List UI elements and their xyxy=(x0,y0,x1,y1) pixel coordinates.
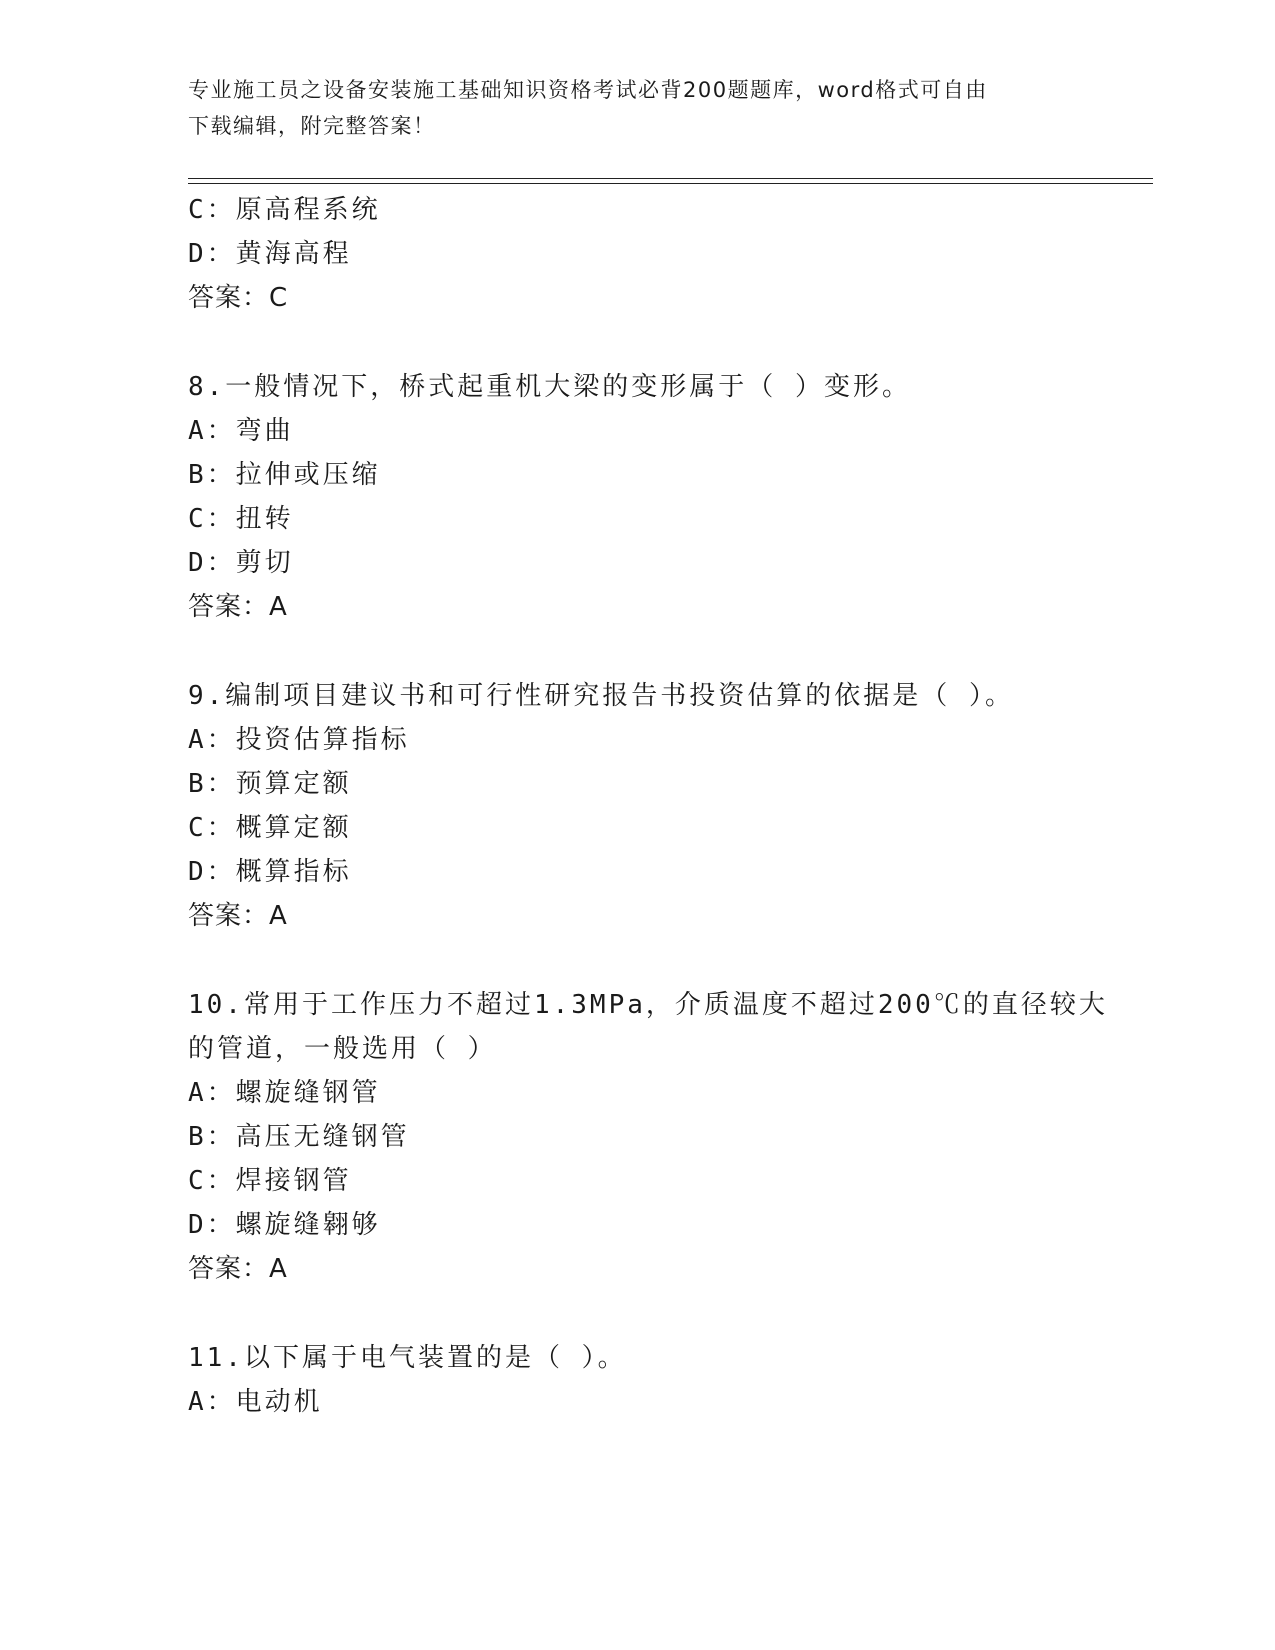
q8-option-c: C：扭转 xyxy=(188,504,294,534)
q7-option-c: C：原高程系统 xyxy=(188,195,381,225)
header-line-1: 专业施工员之设备安装施工基础知识资格考试必背200题题库，word格式可自由 xyxy=(188,78,988,102)
q9-option-d: D：概算指标 xyxy=(188,857,352,887)
header-divider-bottom xyxy=(188,183,1153,184)
q9-option-c: C：概算定额 xyxy=(188,813,352,843)
q10-question-line-2: 的管道，一般选用（ ） xyxy=(188,1034,497,1064)
q10-option-d: D：螺旋缝翱够 xyxy=(188,1210,381,1240)
q9-option-a: A：投资估算指标 xyxy=(188,725,410,755)
header-line-2: 下载编辑，附完整答案！ xyxy=(188,114,436,138)
q10-option-b: B：高压无缝钢管 xyxy=(188,1122,410,1152)
q11-option-a: A：电动机 xyxy=(188,1387,323,1417)
q7-answer: 答案：C xyxy=(188,283,289,313)
q8-option-a: A：弯曲 xyxy=(188,416,294,446)
q9-answer: 答案：A xyxy=(188,901,288,931)
q11-question: 11.以下属于电气装置的是（ ）。 xyxy=(188,1343,627,1373)
q10-option-c: C：焊接钢管 xyxy=(188,1166,352,1196)
q9-option-b: B：预算定额 xyxy=(188,769,352,799)
q10-question-line-1: 10.常用于工作压力不超过1.3MPa，介质温度不超过200℃的直径较大 xyxy=(188,990,1108,1020)
q8-answer: 答案：A xyxy=(188,592,288,622)
document-header xyxy=(188,72,1088,144)
q7-option-d: D：黄海高程 xyxy=(188,239,352,269)
q8-question: 8.一般情况下，桥式起重机大梁的变形属于（ ）变形。 xyxy=(188,372,911,402)
q10-answer: 答案：A xyxy=(188,1254,288,1284)
header-divider-top xyxy=(188,178,1153,179)
q8-option-d: D：剪切 xyxy=(188,548,294,578)
q10-option-a: A：螺旋缝钢管 xyxy=(188,1078,381,1108)
q9-question: 9.编制项目建议书和可行性研究报告书投资估算的依据是（ ）。 xyxy=(188,681,1014,711)
q8-option-b: B：拉伸或压缩 xyxy=(188,460,381,490)
